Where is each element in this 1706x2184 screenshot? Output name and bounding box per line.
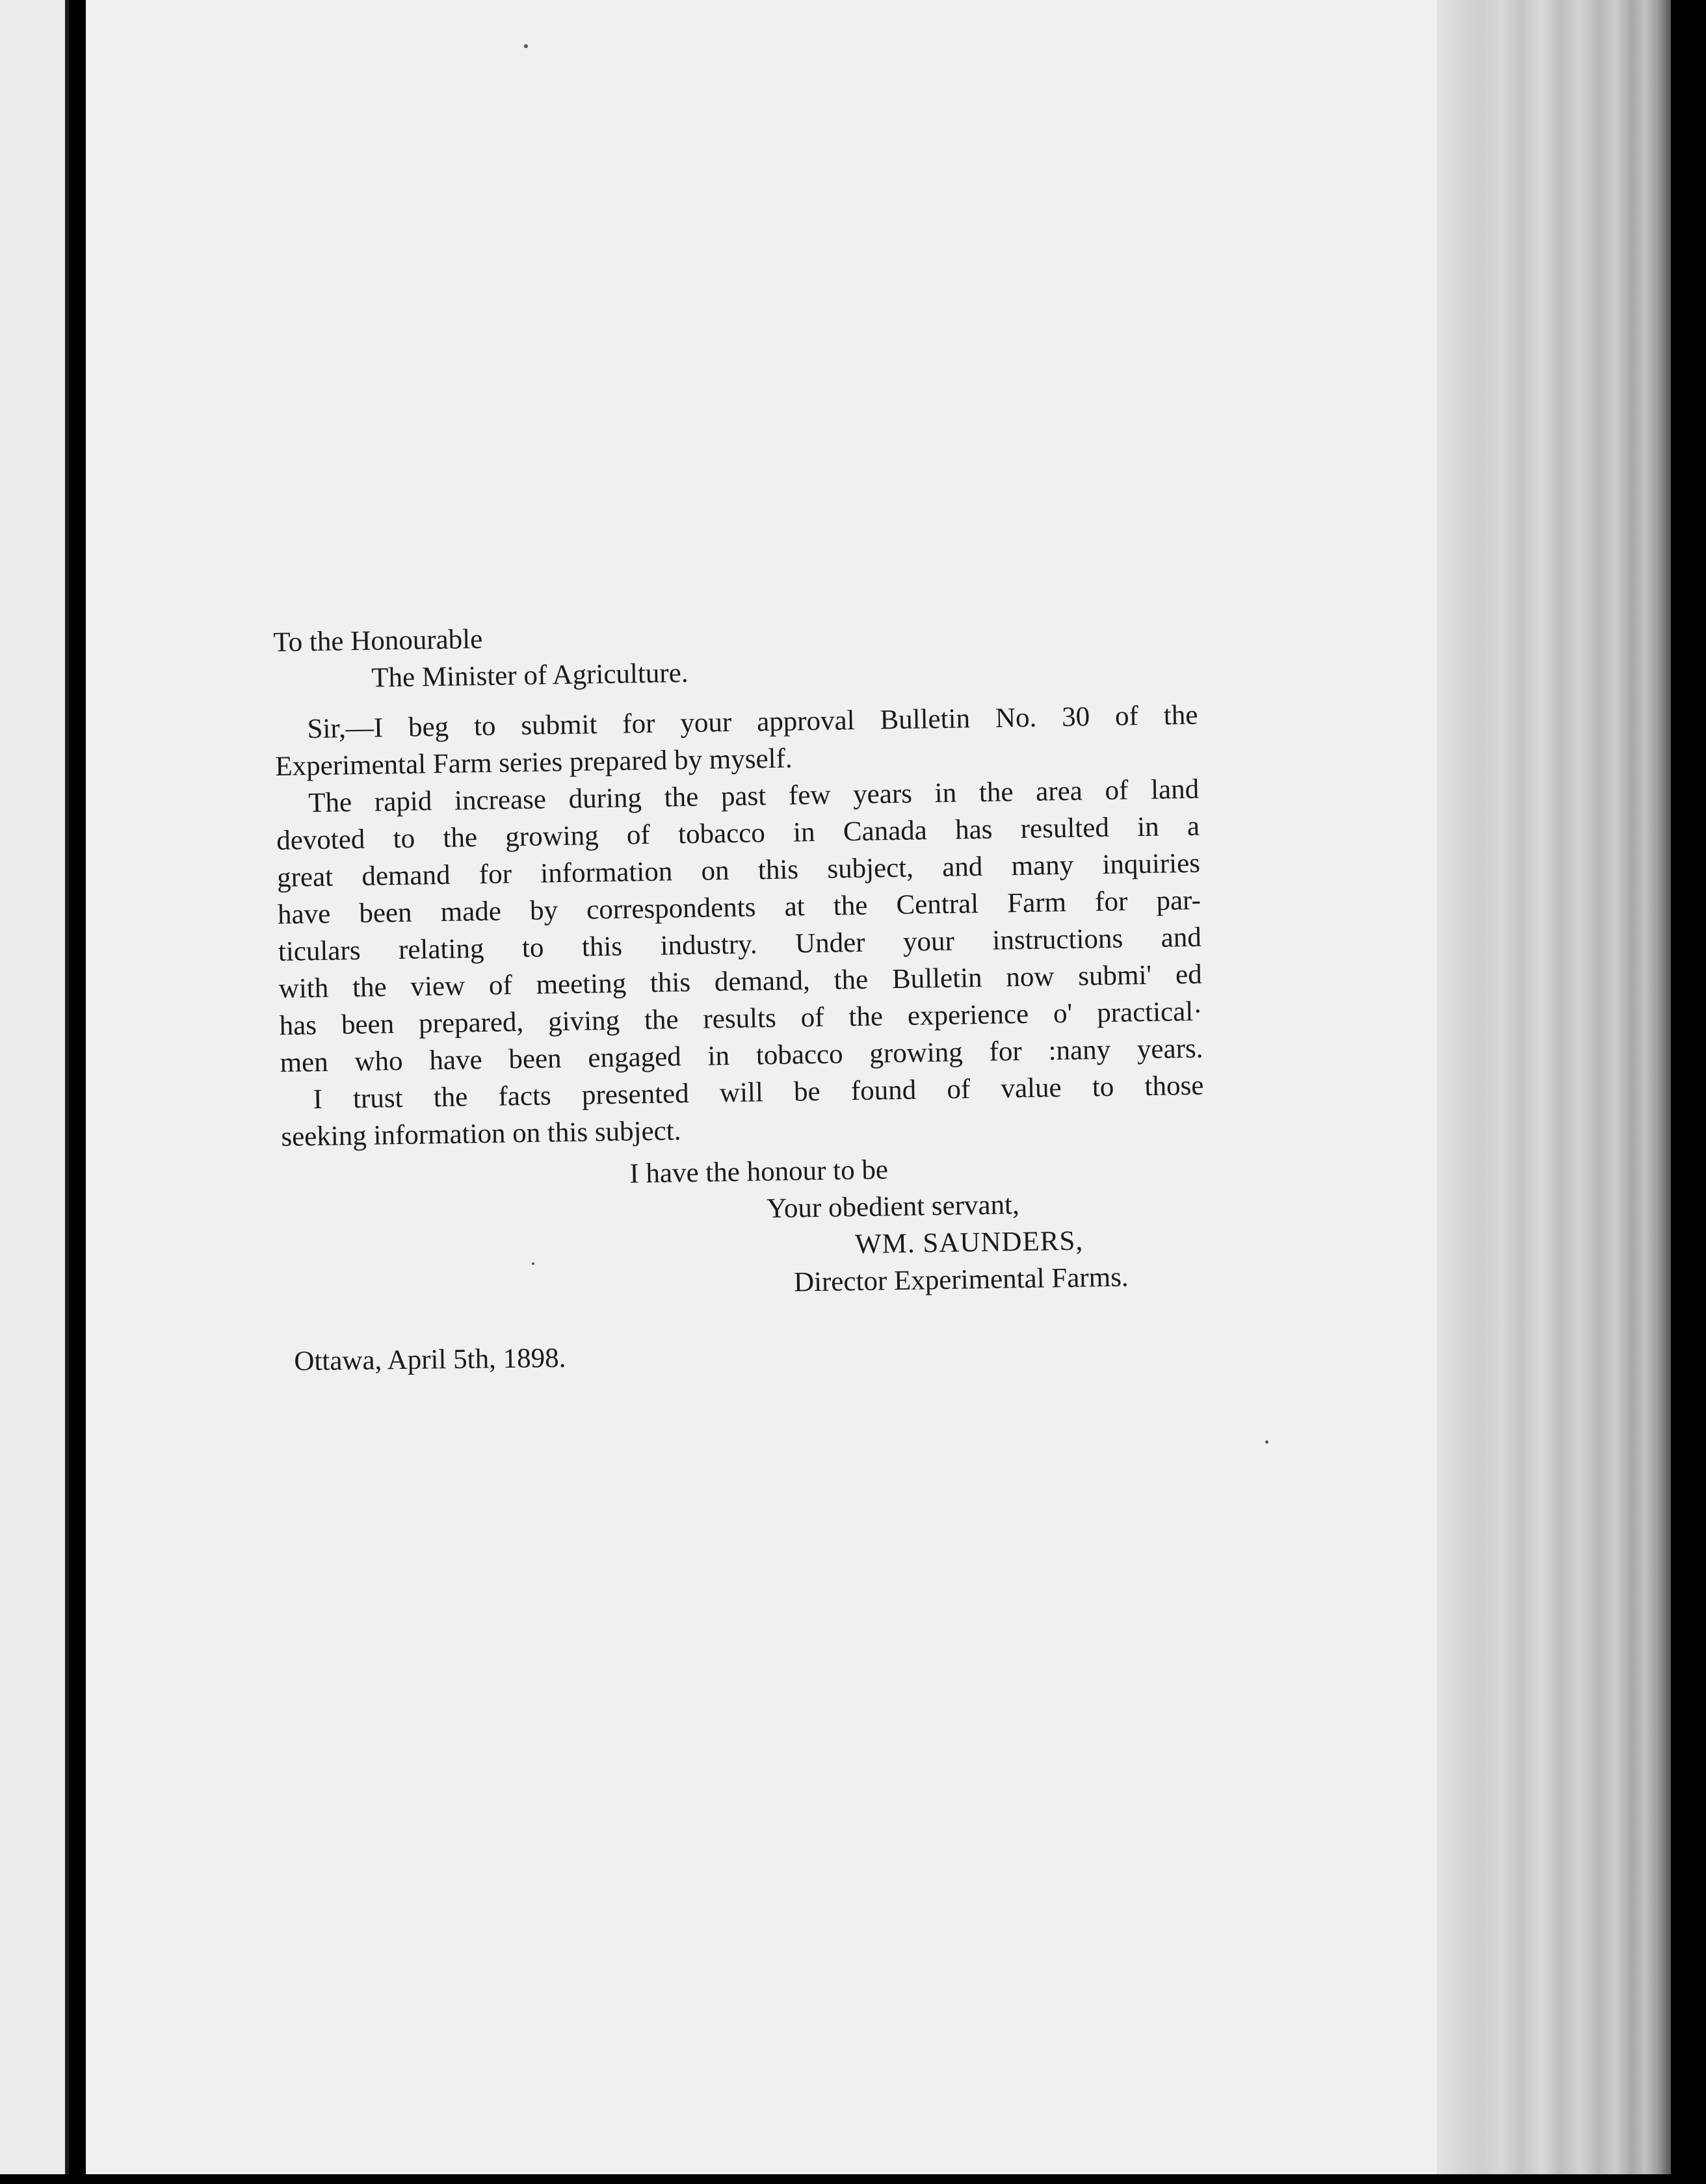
paragraph-3 — [280, 1067, 1218, 1156]
paragraph-line: have been made by correspondents at the Central Farm for par- — [277, 885, 1201, 930]
paragraph-line: I trust the facts presented will be found of value to those — [313, 1070, 1204, 1115]
paragraph-line: Sir,—I beg to submit for your approval Bulletin No. 30 of the — [307, 699, 1198, 745]
paragraph-line: devoted to the growing of tobacco in Canada has resulted in a — [276, 811, 1200, 856]
signature: WM. SAUNDERS, — [854, 1225, 1084, 1260]
place-date: Ottawa, April 5th, 1898. — [294, 1342, 566, 1377]
paragraph-line: men who have been engaged in tobacco growing for :nany years. — [280, 1033, 1203, 1078]
paragraph-line: The rapid increase during the past few years in the area of land — [308, 774, 1200, 819]
paragraph-line: seeking information on this subject. — [281, 1115, 681, 1152]
closing-line: I have the honour to be — [629, 1154, 889, 1190]
letter-body — [273, 609, 1220, 1308]
valediction: Your obedient servant, — [766, 1190, 1020, 1225]
paragraph-2 — [276, 770, 1216, 1082]
page-edges — [1437, 0, 1671, 2174]
paragraph-line: has been prepared, giving the results of the experience o' practical· — [279, 996, 1203, 1041]
salutation: To the Honourable — [273, 623, 483, 658]
paragraph-line: Experimental Farm series prepared by myself. — [275, 743, 793, 782]
paragraph-line: great demand for information on this subject, and many inquiries — [276, 848, 1201, 893]
paragraph-line: with the view of meeting this demand, the Bulletin now submi' ed — [278, 959, 1203, 1004]
dust-speck — [524, 44, 528, 48]
paragraph-line: ticulars relating to this industry. Under your instructions and — [278, 922, 1202, 967]
addressee: The Minister of Agriculture. — [371, 657, 689, 694]
signatory-title: Director Experimental Farms. — [793, 1262, 1129, 1298]
dust-speck — [1265, 1440, 1268, 1444]
paragraph-1 — [274, 696, 1212, 785]
left-page-edge — [0, 0, 69, 2174]
